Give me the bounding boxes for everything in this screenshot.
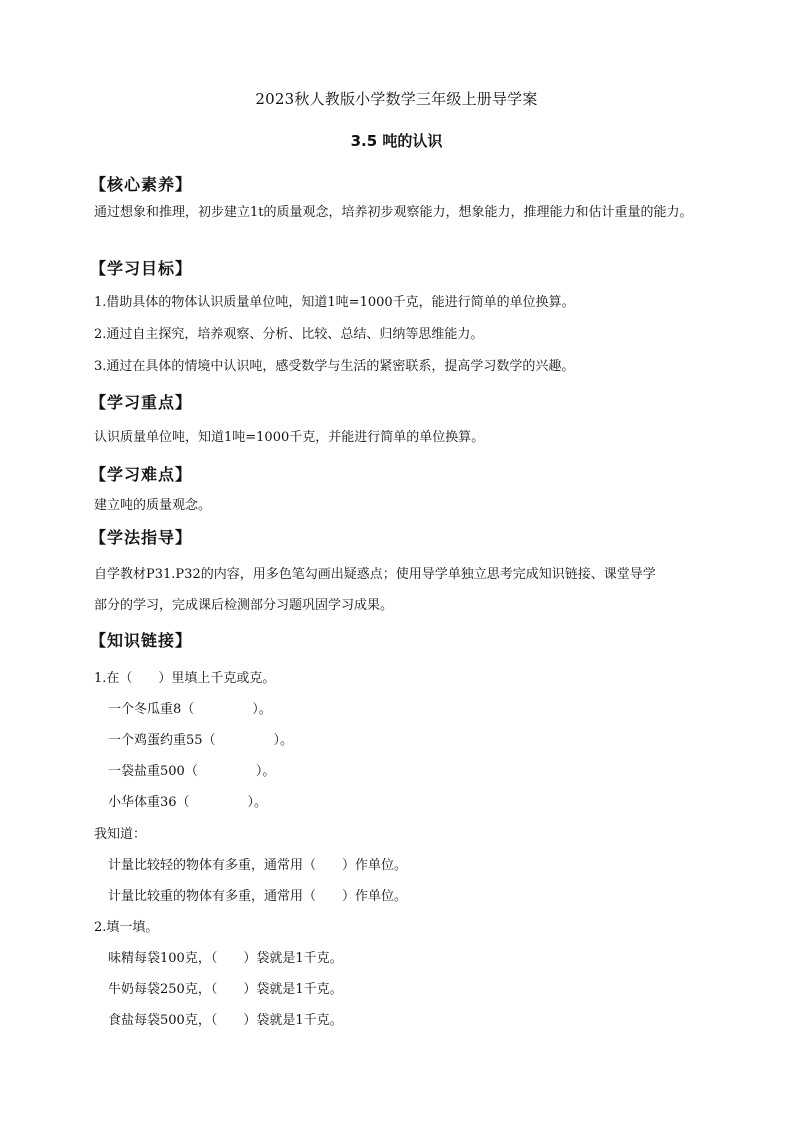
- core-literacy-text: 通过想象和推理，初步建立1t的质量观念，培养初步观察能力，想象能力，推理能力和估计重量的能力。: [94, 205, 693, 220]
- heading-knowledge-link: 【知识链接】: [90, 631, 193, 650]
- study-method-line-1: 自学教材P31.P32的内容，用多色笔勾画出疑惑点；使用导学单独立思考完成知识链接、课堂导学: [94, 567, 656, 582]
- heading-study-method: 【学法指导】: [90, 528, 193, 547]
- q2-item-text: 味精每袋100克，（: [108, 951, 218, 966]
- goal-item-2: 2.通过自主探究，培养观察、分析、比较、总结、归纳等思维能力。: [94, 327, 484, 342]
- document-title: 2023秋人教版小学数学三年级上册导学案: [255, 90, 538, 108]
- heading-key-points: 【学习重点】: [90, 393, 193, 412]
- difficulty-text: 建立吨的质量观念。: [94, 498, 212, 513]
- goal-item-3: 3.通过在具体的情境中认识吨，感受数学与生活的紧密联系，提高学习数学的兴趣。: [94, 359, 575, 374]
- know-item-text: 计量比较重的物体有多重，通常用（: [108, 889, 317, 904]
- heading-difficulty: 【学习难点】: [90, 465, 193, 484]
- study-method-line-2: 部分的学习，完成课后检测部分习题巩固学习成果。: [94, 598, 394, 613]
- q2-item-msg: [108, 947, 343, 966]
- q2-item-text: 牛奶每袋250克，（: [108, 982, 218, 997]
- q2-item-text: ）袋就是1千克。: [243, 1013, 343, 1028]
- know-item-text: ）作单位。: [342, 858, 408, 873]
- key-points-text: 认识质量单位吨，知道1吨=1000千克，并能进行简单的单位换算。: [94, 430, 485, 445]
- q2-item-milk: [108, 978, 343, 997]
- q1-item-text: 小华体重36（: [108, 795, 190, 810]
- question-2-prompt: 2.填一填。: [94, 920, 159, 935]
- q1-item-text: 一袋盐重500（: [108, 764, 198, 779]
- q2-item-text: 食盐每袋500克，（: [108, 1013, 218, 1028]
- know-item-heavy: [108, 885, 407, 904]
- know-item-text: 计量比较轻的物体有多重，通常用（: [108, 858, 317, 873]
- goal-item-1: 1.借助具体的物体认识质量单位吨，知道1吨=1000千克，能进行简单的单位换算。: [94, 295, 575, 310]
- q2-item-salt: [108, 1009, 343, 1028]
- know-item-text: ）作单位。: [342, 889, 408, 904]
- q1-item-text: ）。: [255, 764, 276, 779]
- q2-item-text: ）袋就是1千克。: [243, 982, 343, 997]
- q1-item-winter-melon: [108, 698, 272, 717]
- lesson-title: 3.5 吨的认识: [350, 132, 443, 150]
- q1-item-egg: [108, 729, 293, 748]
- q1-item-xiaohua-weight: [108, 791, 267, 810]
- heading-learning-goals: 【学习目标】: [90, 259, 193, 278]
- question-1-prompt: 1.在（ ）里填上千克或克。: [94, 671, 276, 686]
- q1-item-text: ）。: [273, 733, 294, 748]
- q1-item-salt: [108, 760, 275, 779]
- q1-item-text: 一个冬瓜重8（: [108, 702, 195, 717]
- know-item-light: [108, 854, 407, 873]
- heading-core-literacy: 【核心素养】: [90, 175, 193, 194]
- q1-item-text: 一个鸡蛋约重55（: [108, 733, 216, 748]
- q2-item-text: ）袋就是1千克。: [243, 951, 343, 966]
- q1-item-text: ）。: [247, 795, 268, 810]
- i-know-label: 我知道：: [94, 827, 147, 842]
- q1-item-text: ）。: [252, 702, 272, 717]
